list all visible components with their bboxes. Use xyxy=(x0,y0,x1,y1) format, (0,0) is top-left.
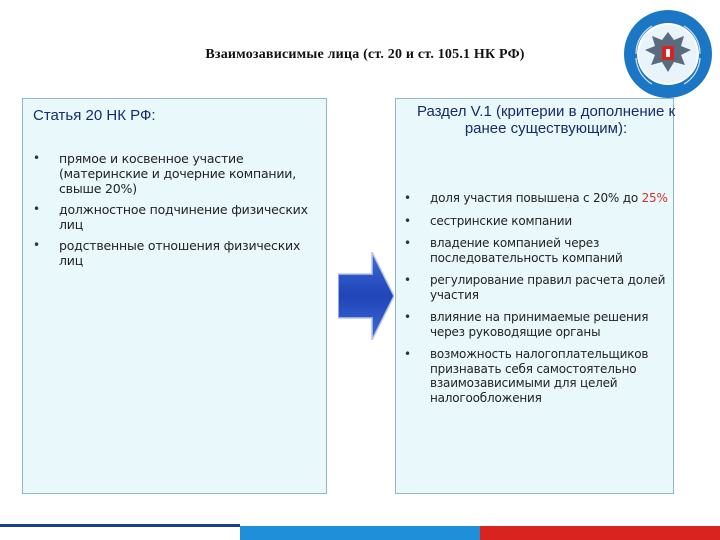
list-item xyxy=(404,347,676,405)
list-item-text: доля участия повышена с 20% до xyxy=(430,191,642,205)
bullet-icon: • xyxy=(404,191,411,205)
article-20-list xyxy=(33,151,323,274)
fns-emblem-icon xyxy=(622,8,714,100)
list-item-text: возможность налогоплательщиков признавать себя самостоятельно взаимозависимыми для целей налогообложения xyxy=(430,347,649,405)
list-item-text: прямое и косвенное участие (материнские и дочерние компании, свыше 20%) xyxy=(59,151,296,196)
bullet-icon: • xyxy=(404,347,411,361)
list-item-text: влияние на принимаемые решения через руководящие органы xyxy=(430,310,649,339)
bullet-icon: • xyxy=(33,151,40,165)
list-item xyxy=(33,238,323,268)
list-item xyxy=(33,151,323,196)
arrow-right-icon xyxy=(338,252,394,340)
list-item-text: владение компанией через последовательность компаний xyxy=(430,236,623,265)
list-item xyxy=(404,236,676,265)
slide-title: Взаимозависимые лица (ст. 20 и ст. 105.1 НК РФ) xyxy=(205,47,525,62)
list-item-text: родственные отношения физических лиц xyxy=(59,238,301,268)
bullet-icon: • xyxy=(404,236,411,250)
section-v1-heading: Раздел V.1 (критерии в дополнение к ранее существующим): xyxy=(416,103,676,137)
footer-stripe-blue xyxy=(240,526,480,540)
list-item xyxy=(404,214,676,229)
bullet-icon: • xyxy=(404,273,411,287)
footer-stripe-red xyxy=(480,526,720,540)
highlight-value: 25% xyxy=(641,191,668,205)
list-item xyxy=(33,202,323,232)
bullet-icon: • xyxy=(404,213,411,228)
section-v1-panel xyxy=(395,98,674,494)
list-item xyxy=(404,273,676,302)
bullet-icon: • xyxy=(33,238,40,252)
bullet-icon: • xyxy=(33,202,40,216)
list-item-text: сестринские компании xyxy=(430,213,572,228)
bullet-icon: • xyxy=(404,310,411,324)
footer-stripe-white xyxy=(0,526,240,540)
list-item-text: регулирование правил расчета долей участия xyxy=(430,273,666,302)
section-v1-list xyxy=(404,191,676,413)
list-item xyxy=(404,191,676,206)
list-item-text: должностное подчинение физических лиц xyxy=(59,202,308,232)
article-20-panel xyxy=(22,98,327,494)
list-item xyxy=(404,310,676,339)
article-20-heading: Статья 20 НК РФ: xyxy=(33,107,156,124)
